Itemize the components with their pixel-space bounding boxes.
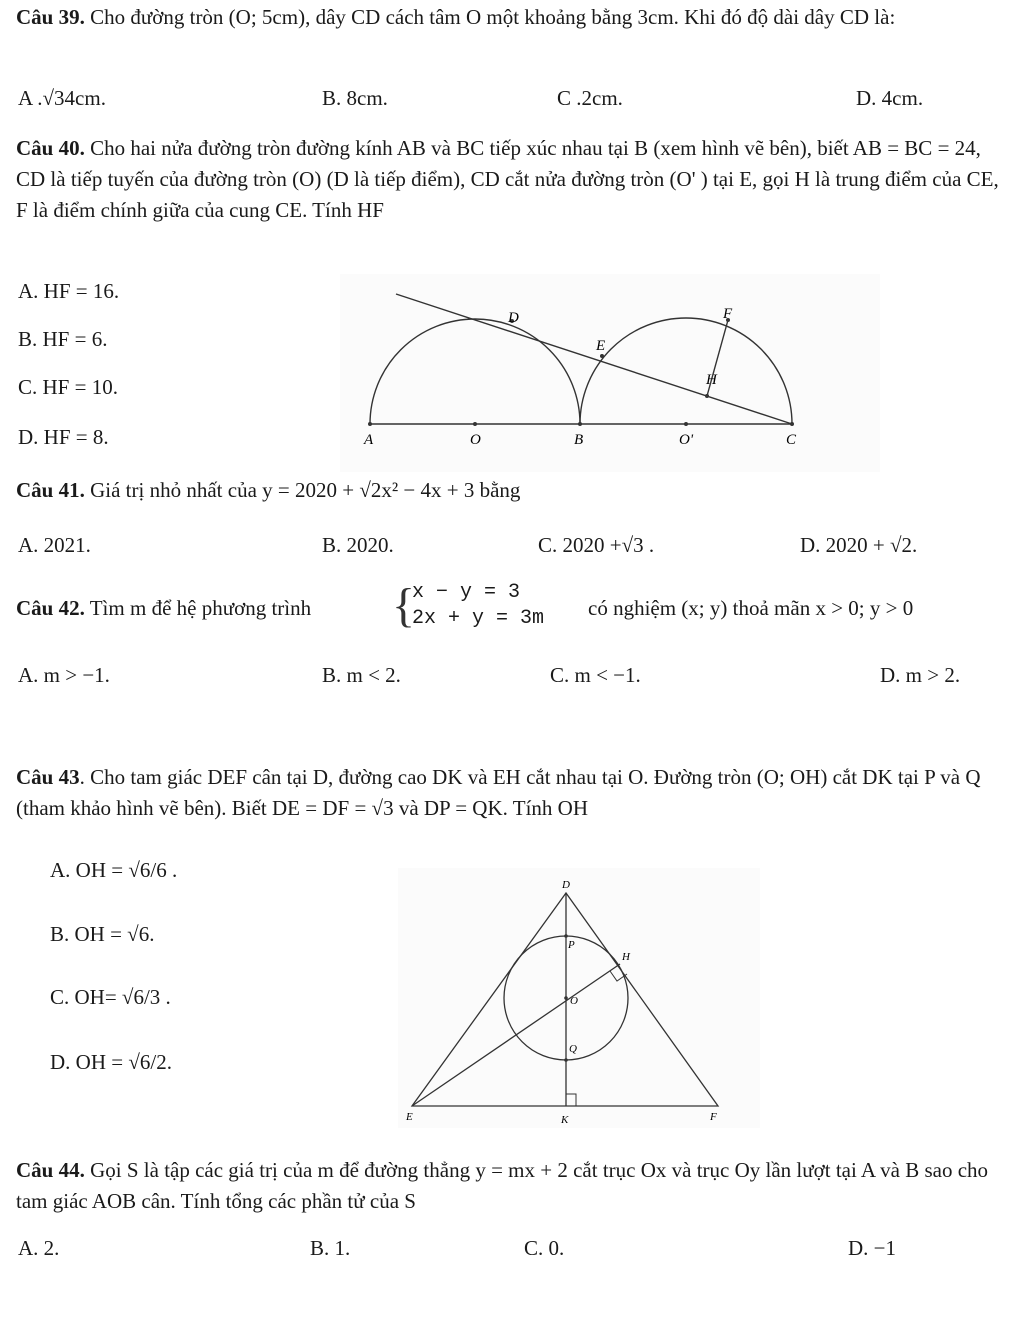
label-d: D <box>562 879 570 891</box>
question-label: Câu 41. <box>16 478 85 502</box>
option-b[interactable]: B. m < 2. <box>322 663 401 687</box>
label-o: O <box>570 995 578 1007</box>
option-c[interactable]: C. 0. <box>524 1236 565 1260</box>
label-q: Q <box>569 1043 577 1055</box>
option-c[interactable]: C. HF = 10. <box>18 375 118 399</box>
system-brace: { <box>392 579 416 632</box>
option-a[interactable]: A. m > −1. <box>18 663 110 687</box>
semicircles-figure <box>340 274 880 472</box>
question-text: . Cho tam giác DEF cân tại D, đường cao DK và EH cắt nhau tại O. Đường tròn (O; OH) cắt DK tại P và Q (tham khảo hình vẽ bên). Biết DE = DF = √3 và DP = QK. Tính OH <box>16 765 981 820</box>
option-a[interactable]: A. OH = √6/6 . <box>50 858 178 882</box>
question-text: Gọi S là tập các giá trị của m để đường thẳng y = mx + 2 cắt trục Ox và trục Oy lần lượt tại A và B sao cho tam giác AOB cân. Tính tổng các phần tử của S <box>16 1158 989 1213</box>
label-o: O <box>470 432 481 448</box>
option-a[interactable]: A. 2021. <box>18 533 91 557</box>
question-text-after: có nghiệm (x; y) thoả mãn x > 0; y > 0 <box>588 596 914 620</box>
formula: y = 2020 + √2x² − 4x + 3 <box>262 478 475 502</box>
option-b[interactable]: B. 1. <box>310 1236 351 1260</box>
option-d[interactable]: D. 4cm. <box>856 86 924 110</box>
label-h: H <box>706 372 717 388</box>
question-text: Cho hai nửa đường tròn đường kính AB và BC tiếp xúc nhau tại B (xem hình vẽ bên), biết AB = BC = 24, CD là tiếp tuyến của đường tròn (O) (D là tiếp điểm), CD cắt nửa đường tròn (O' ) tại E, gọi H là trung điểm của CE, F là điểm chính giữa của cung CE. Tính HF <box>16 136 999 222</box>
question-39 <box>16 2 1006 33</box>
equation-system <box>412 580 544 632</box>
question-text: Cho đường tròn (O; 5cm), dây CD cách tâm O một khoảng bằng 3cm. Khi đó độ dài dây CD là: <box>90 5 896 29</box>
question-43 <box>16 762 1006 824</box>
question-40 <box>16 133 1006 226</box>
option-b[interactable]: B. 8cm. <box>322 86 388 110</box>
option-c[interactable]: C. m < −1. <box>550 663 641 687</box>
label-f: F <box>723 306 733 322</box>
question-label: Câu 43 <box>16 765 80 789</box>
question-label: Câu 42. <box>16 596 85 620</box>
triangle-figure <box>398 868 760 1128</box>
label-a: A <box>364 432 374 448</box>
option-d[interactable]: D. HF = 8. <box>18 425 109 449</box>
option-d[interactable]: D. OH = √6/2. <box>50 1050 172 1074</box>
question-label: Câu 40. <box>16 136 85 160</box>
label-f: F <box>710 1111 717 1123</box>
option-a[interactable]: A .√34cm. <box>18 86 106 110</box>
option-b[interactable]: B. HF = 6. <box>18 327 108 351</box>
question-41 <box>16 478 520 503</box>
option-b[interactable]: B. OH = √6. <box>50 922 155 946</box>
question-42 <box>16 596 311 621</box>
question-44 <box>16 1155 1006 1217</box>
label-k: K <box>561 1114 569 1126</box>
question-text-after: bằng <box>479 478 521 502</box>
question-text: Giá trị nhỏ nhất của <box>90 478 257 502</box>
option-a[interactable]: A. 2. <box>18 1236 60 1260</box>
label-c: C <box>786 432 797 448</box>
option-d[interactable]: D. −1 <box>848 1236 897 1260</box>
equation-2: 2x + y = 3m <box>412 607 545 630</box>
label-b: B <box>574 432 584 448</box>
question-label: Câu 44. <box>16 1158 85 1182</box>
label-p: P <box>568 939 575 951</box>
question-text: Tìm m để hệ phương trình <box>89 596 312 620</box>
label-o-prime: O' <box>679 432 694 448</box>
label-d: D <box>508 310 519 326</box>
option-c[interactable]: C. OH= √6/3 . <box>50 985 171 1009</box>
option-a[interactable]: A. HF = 16. <box>18 279 120 303</box>
label-e: E <box>596 338 606 354</box>
option-c[interactable]: C .2cm. <box>557 86 623 110</box>
option-b[interactable]: B. 2020. <box>322 533 394 557</box>
question-label: Câu 39. <box>16 5 85 29</box>
option-d[interactable]: D. m > 2. <box>880 663 961 687</box>
option-c[interactable]: C. 2020 +√3 . <box>538 533 655 557</box>
label-h: H <box>622 951 630 963</box>
label-e: E <box>406 1111 413 1123</box>
option-d[interactable]: D. 2020 + √2. <box>800 533 918 557</box>
equation-1: x − y = 3 <box>412 581 521 604</box>
